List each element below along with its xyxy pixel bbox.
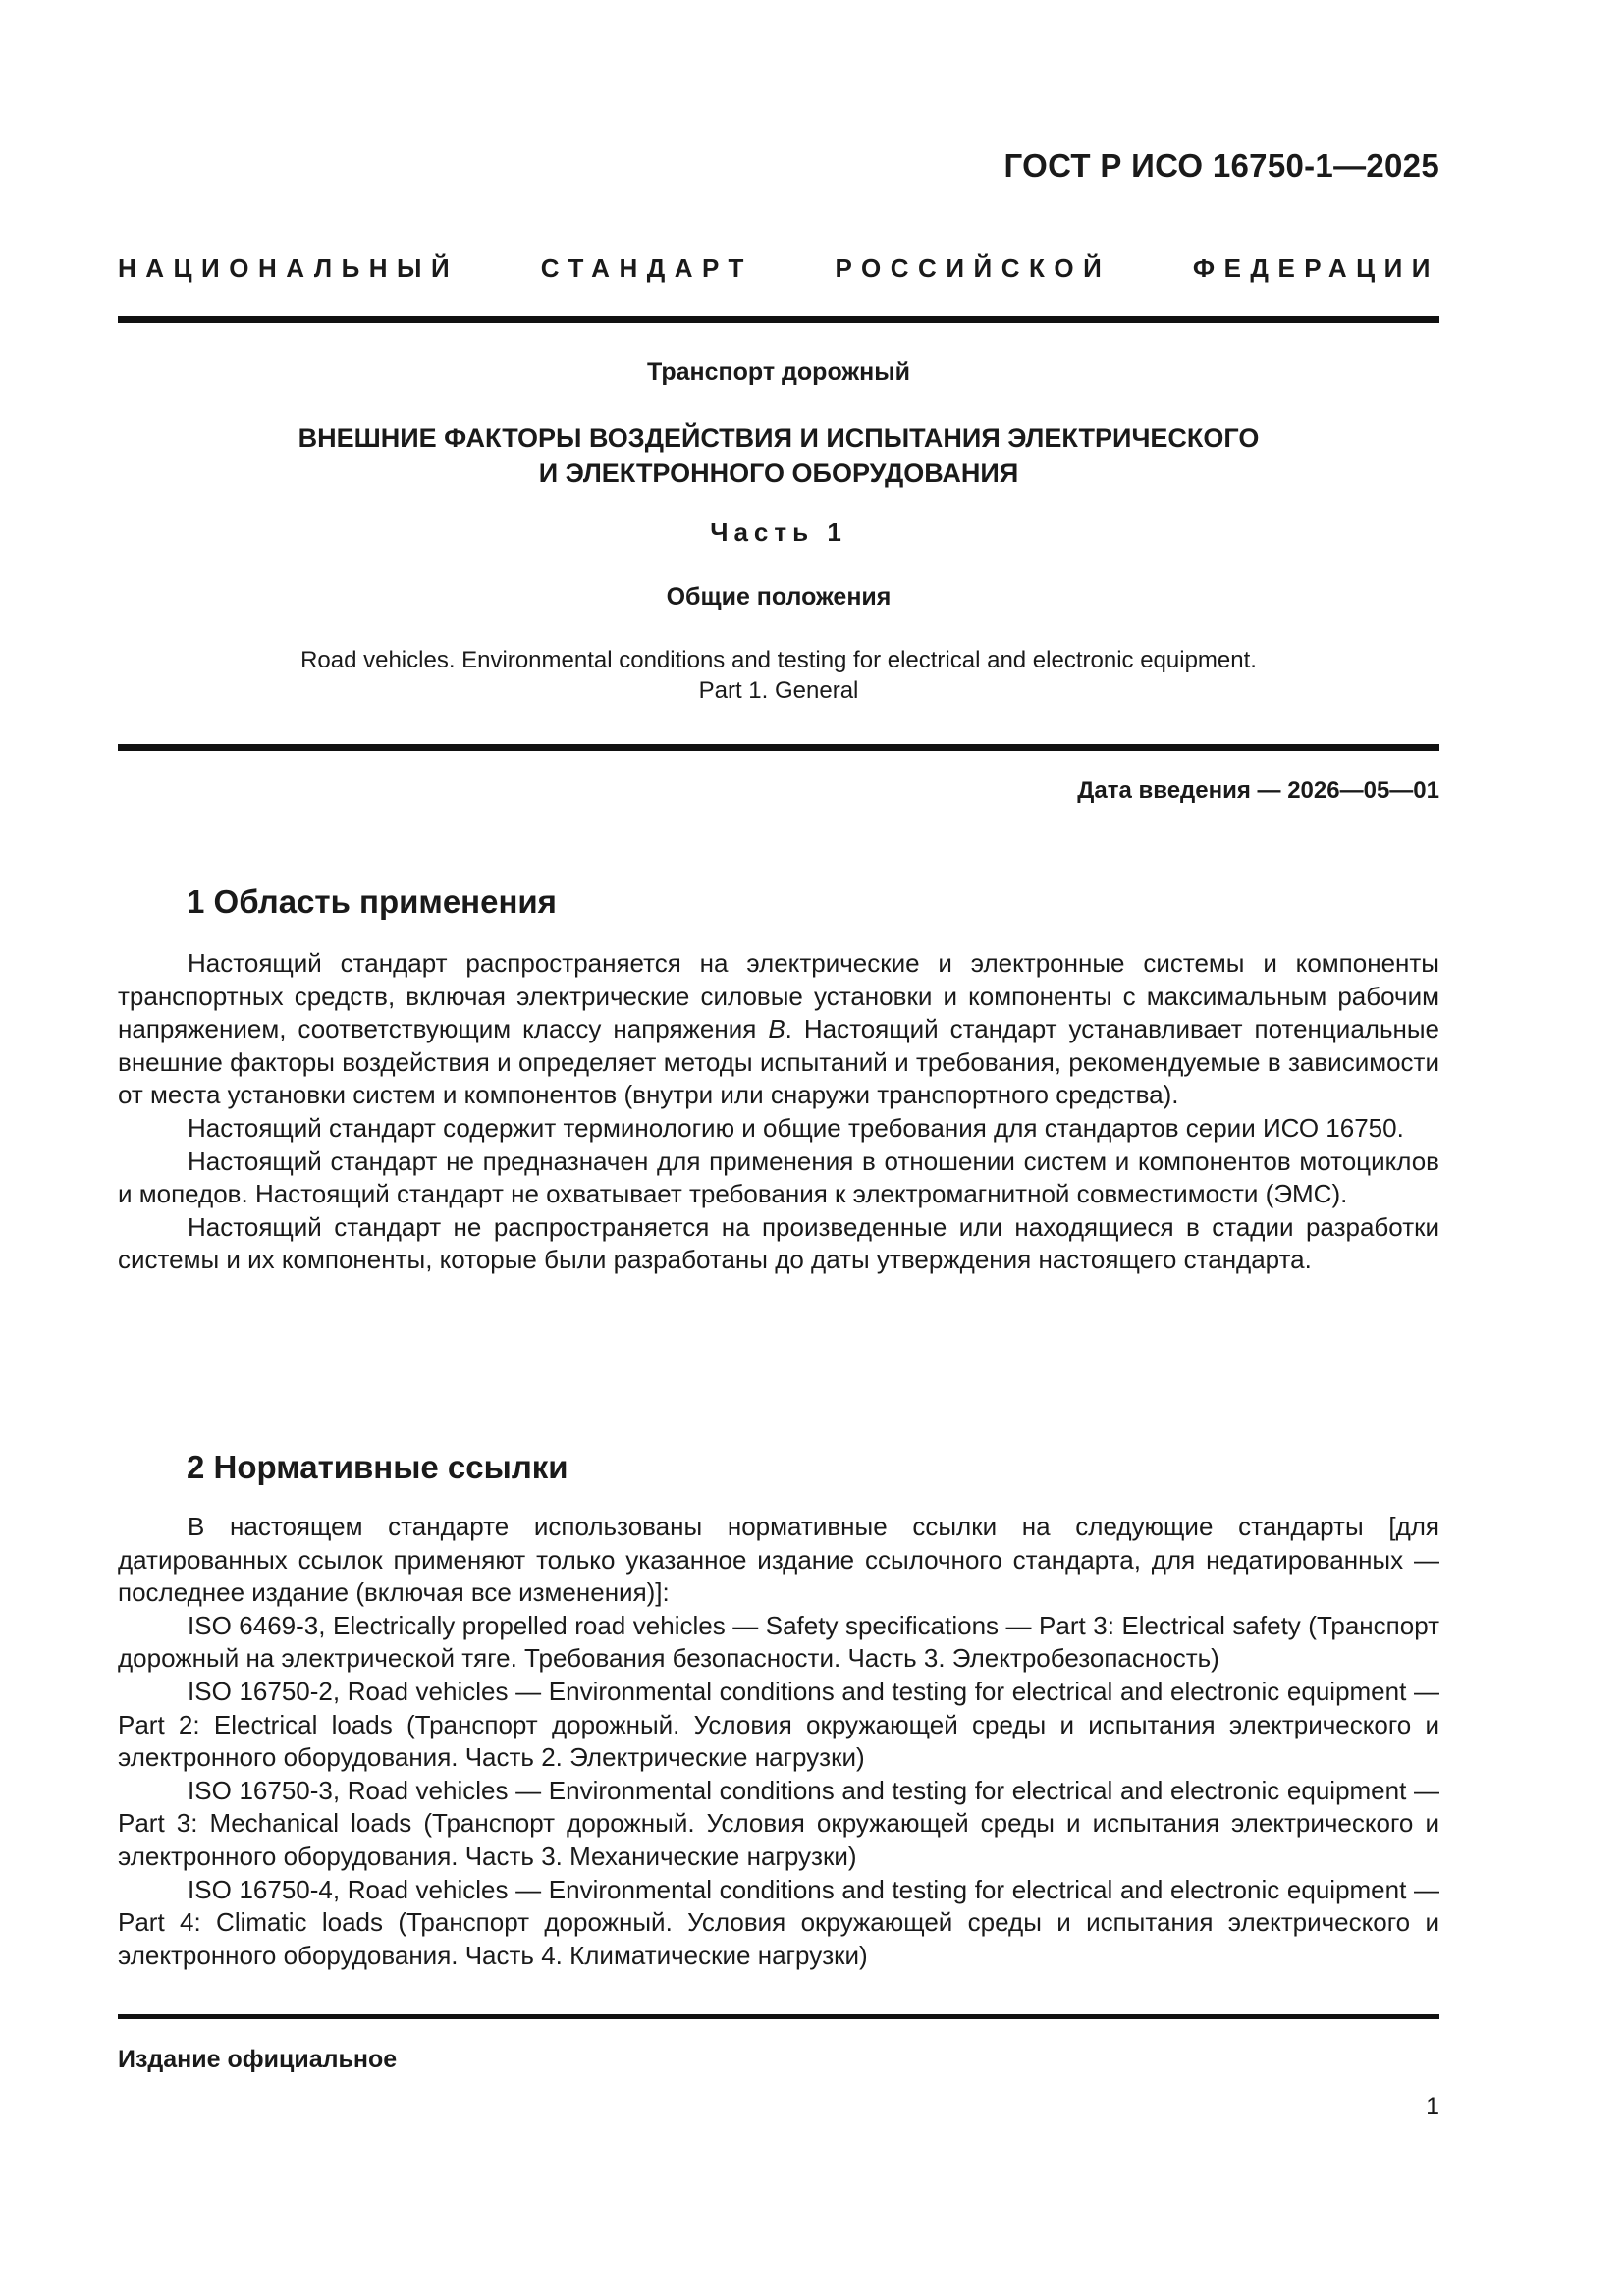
english-title-line-1: Road vehicles. Environmental conditions and testing for electrical and electronic equipment. xyxy=(300,647,1257,673)
title-line-1: ВНЕШНИЕ ФАКТОРЫ ВОЗДЕЙСТВИЯ И ИСПЫТАНИЯ ЭЛЕКТРИЧЕСКОГО xyxy=(298,423,1260,453)
gost-code: ГОСТ Р ИСО 16750-1—2025 xyxy=(1003,147,1439,184)
page-number: 1 xyxy=(1426,2093,1439,2120)
section-1-heading: 1 Область применения xyxy=(187,883,557,920)
footer-divider xyxy=(118,2014,1439,2019)
section-2-intro: В настоящем стандарте использованы нормативные ссылки на следующие стандарты [для датированных ссылок применяют только указанное издание ссылочного стандарта, для недатированных — последнее издание (включая все изменения)]: xyxy=(118,1512,1439,1608)
top-divider xyxy=(118,316,1439,323)
section-1-paragraph: Настоящий стандарт распространяется на электрические и электронные системы и компоненты транспортных средств, включая электрические силовые установки и компоненты с максимальным рабочим напряжением, соответствующим классу напряжения B. Настоящий стандарт устанавливает потенциальные внешние факторы воздействия и определяет методы испытаний и требования, рекомендуемые в зависимости от места установки систем и компонентов (внутри или снаружи транспортного средства). xyxy=(118,948,1439,1110)
section-2-body xyxy=(118,1511,1439,1972)
normative-reference: ISO 16750-2, Road vehicles — Environmental conditions and testing for electrical and electronic equipment — Part 2: Electrical loads (Транспорт дорожный. Условия окружающей среды и испытания электрического и электронного оборудования. Часть 2. Электрические нагрузки) xyxy=(118,1676,1439,1773)
title-divider xyxy=(118,744,1439,751)
section-1-paragraph: Настоящий стандарт не предназначен для применения в отношении систем и компонентов мотоциклов и мопедов. Настоящий стандарт не охватывает требования к электромагнитной совместимости (ЭМС). xyxy=(118,1146,1439,1209)
national-standard-caption: НАЦИОНАЛЬНЫЙ СТАНДАРТ РОССИЙСКОЙ ФЕДЕРАЦИИ xyxy=(118,253,1439,283)
voltage-class: B xyxy=(768,1014,785,1044)
section-1-body xyxy=(118,947,1439,1277)
section-1-paragraph: Настоящий стандарт содержит терминологию и общие требования для стандартов серии ИСО 16750. xyxy=(188,1112,1404,1143)
part-title: Общие положения xyxy=(666,583,892,611)
section-2-heading: 2 Нормативные ссылки xyxy=(187,1449,568,1485)
normative-reference: ISO 16750-4, Road vehicles — Environmental conditions and testing for electrical and electronic equipment — Part 4: Climatic loads (Транспорт дорожный. Условия окружающей среды и испытания электрического и электронного оборудования. Часть 4. Климатические нагрузки) xyxy=(118,1874,1439,1970)
english-title xyxy=(118,645,1439,706)
normative-reference: ISO 6469-3, Electrically propelled road vehicles — Safety specifications — Part 3: Electrical safety (Транспорт дорожный на электрической тяге. Требования безопасности. Часть 3. Электробезопасность) xyxy=(118,1610,1439,1674)
section-1-paragraph: Настоящий стандарт не распространяется на произведенные или находящиеся в стадии разработки системы и их компоненты, которые были разработаны до даты утверждения настоящего стандарта. xyxy=(118,1211,1439,1275)
part-label: Часть 1 xyxy=(710,517,847,547)
title-line-2: И ЭЛЕКТРОННОГО ОБОРУДОВАНИЯ xyxy=(538,458,1019,488)
normative-reference: ISO 16750-3, Road vehicles — Environmental conditions and testing for electrical and electronic equipment — Part 3: Mechanical loads (Транспорт дорожный. Условия окружающей среды и испытания электрического и электронного оборудования. Часть 3. Механические нагрузки) xyxy=(118,1775,1439,1871)
introduction-date: Дата введения — 2026—05—01 xyxy=(1077,777,1439,804)
english-title-line-2: Part 1. General xyxy=(698,677,859,704)
official-edition-label: Издание официальное xyxy=(118,2046,398,2073)
document-subtitle: Транспорт дорожный xyxy=(647,358,910,386)
document-title xyxy=(118,420,1439,491)
